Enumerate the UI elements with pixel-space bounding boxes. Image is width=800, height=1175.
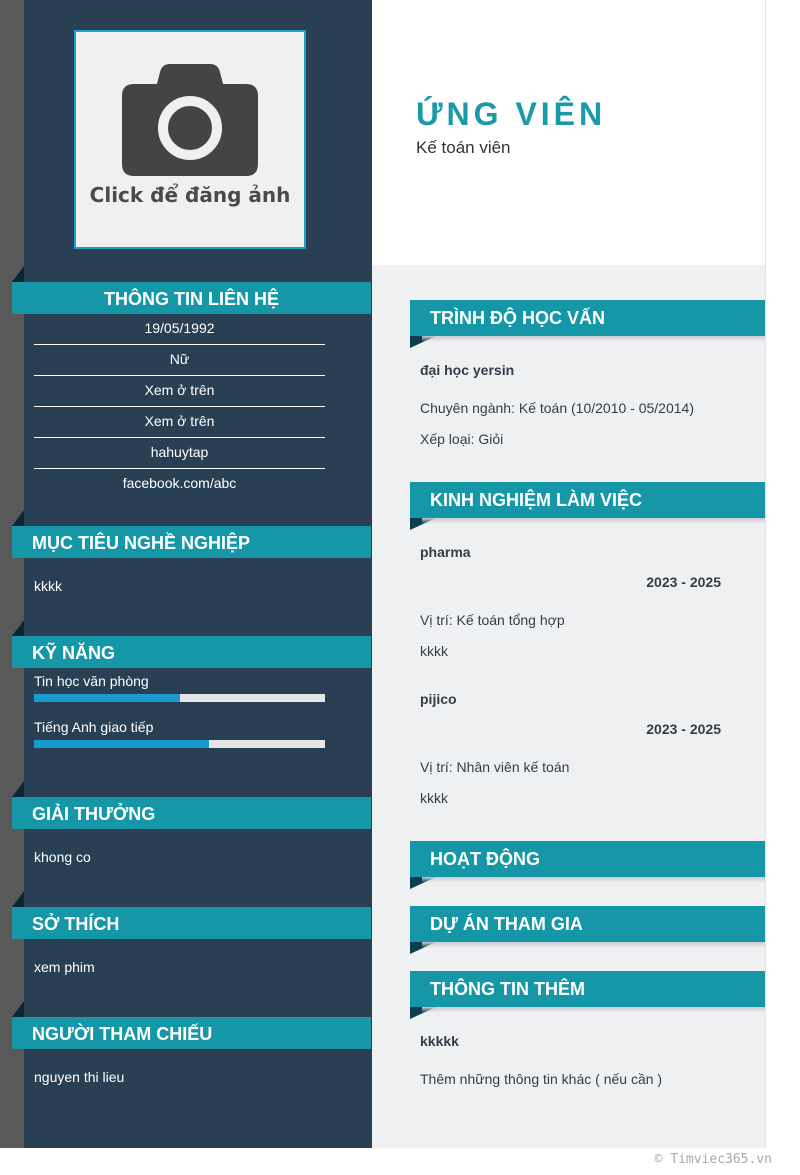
- candidate-name[interactable]: ỨNG VIÊN: [416, 96, 607, 132]
- photo-upload[interactable]: [74, 30, 306, 249]
- ribbon-fold: [12, 1001, 24, 1017]
- job-position[interactable]: Vị trí: Nhân viên kế toán: [420, 759, 570, 775]
- ribbon-fold: [12, 510, 24, 526]
- ribbon-fold: [12, 781, 24, 797]
- ribbon-fold: [12, 891, 24, 907]
- contact-email[interactable]: Xem ở trên: [34, 407, 325, 438]
- references-text[interactable]: nguyen thi lieu: [34, 1069, 125, 1085]
- skills-heading: KỸ NĂNG: [12, 636, 371, 668]
- footer-copyright: © Timviec365.vn: [654, 1152, 772, 1167]
- education-major[interactable]: Chuyên ngành: Kế toán (10/2010 - 05/2014): [420, 400, 694, 416]
- job-description[interactable]: kkkk: [420, 790, 448, 806]
- job-description[interactable]: kkkk: [420, 643, 448, 659]
- ribbon-fold: [12, 620, 24, 636]
- projects-heading: DỰ ÁN THAM GIA: [410, 906, 765, 942]
- objective-text[interactable]: kkkk: [34, 578, 62, 594]
- awards-heading: GIẢI THƯỞNG: [12, 797, 371, 829]
- ribbon-fold: [410, 877, 765, 891]
- job-period[interactable]: 2023 - 2025: [646, 574, 721, 590]
- activities-heading: HOẠT ĐỘNG: [410, 841, 765, 877]
- ribbon-fold: [410, 336, 765, 350]
- contact-address[interactable]: hahuytap: [34, 438, 325, 469]
- camera-icon: [122, 64, 258, 176]
- skill-bar[interactable]: [34, 694, 325, 702]
- ribbon-fold: [410, 1007, 765, 1021]
- education-school[interactable]: đại học yersin: [420, 362, 515, 378]
- education-heading: TRÌNH ĐỘ HỌC VẤN: [410, 300, 765, 336]
- job-company[interactable]: pijico: [420, 691, 457, 707]
- contact-website[interactable]: facebook.com/abc: [122, 475, 237, 491]
- job-period[interactable]: 2023 - 2025: [646, 721, 721, 737]
- skill-bar[interactable]: [34, 740, 325, 748]
- extra-title[interactable]: kkkkk: [420, 1033, 459, 1049]
- skill-name[interactable]: Tin học văn phòng: [34, 673, 149, 689]
- awards-text[interactable]: khong co: [34, 849, 91, 865]
- contact-birthdate[interactable]: 19/05/1992: [34, 314, 325, 345]
- skill-bar-fill: [34, 740, 209, 748]
- job-position[interactable]: Vị trí: Kế toán tổng hợp: [420, 612, 565, 628]
- skill-name[interactable]: Tiếng Anh giao tiếp: [34, 719, 154, 735]
- education-grade[interactable]: Xếp loại: Giỏi: [420, 431, 504, 447]
- hobbies-text[interactable]: xem phim: [34, 959, 95, 975]
- hobbies-heading: SỞ THÍCH: [12, 907, 371, 939]
- contact-gender[interactable]: Nữ: [34, 345, 325, 376]
- ribbon-fold: [12, 266, 24, 282]
- experience-heading: KINH NGHIỆM LÀM VIỆC: [410, 482, 765, 518]
- candidate-title[interactable]: Kế toán viên: [416, 138, 511, 157]
- left-strip: [0, 0, 24, 1148]
- skill-bar-fill: [34, 694, 180, 702]
- photo-upload-label: Click để đăng ảnh: [89, 183, 291, 207]
- job-company[interactable]: pharma: [420, 544, 471, 560]
- extra-text[interactable]: Thêm những thông tin khác ( nếu cần ): [420, 1071, 663, 1087]
- references-heading: NGƯỜI THAM CHIẾU: [12, 1017, 371, 1049]
- contact-heading: THÔNG TIN LIÊN HỆ: [12, 282, 371, 314]
- ribbon-fold: [410, 942, 765, 956]
- contact-phone[interactable]: Xem ở trên: [34, 376, 325, 407]
- extra-heading: THÔNG TIN THÊM: [410, 971, 765, 1007]
- right-border: [765, 0, 766, 1148]
- objective-heading: MỤC TIÊU NGHỀ NGHIỆP: [12, 526, 371, 558]
- ribbon-fold: [410, 518, 765, 532]
